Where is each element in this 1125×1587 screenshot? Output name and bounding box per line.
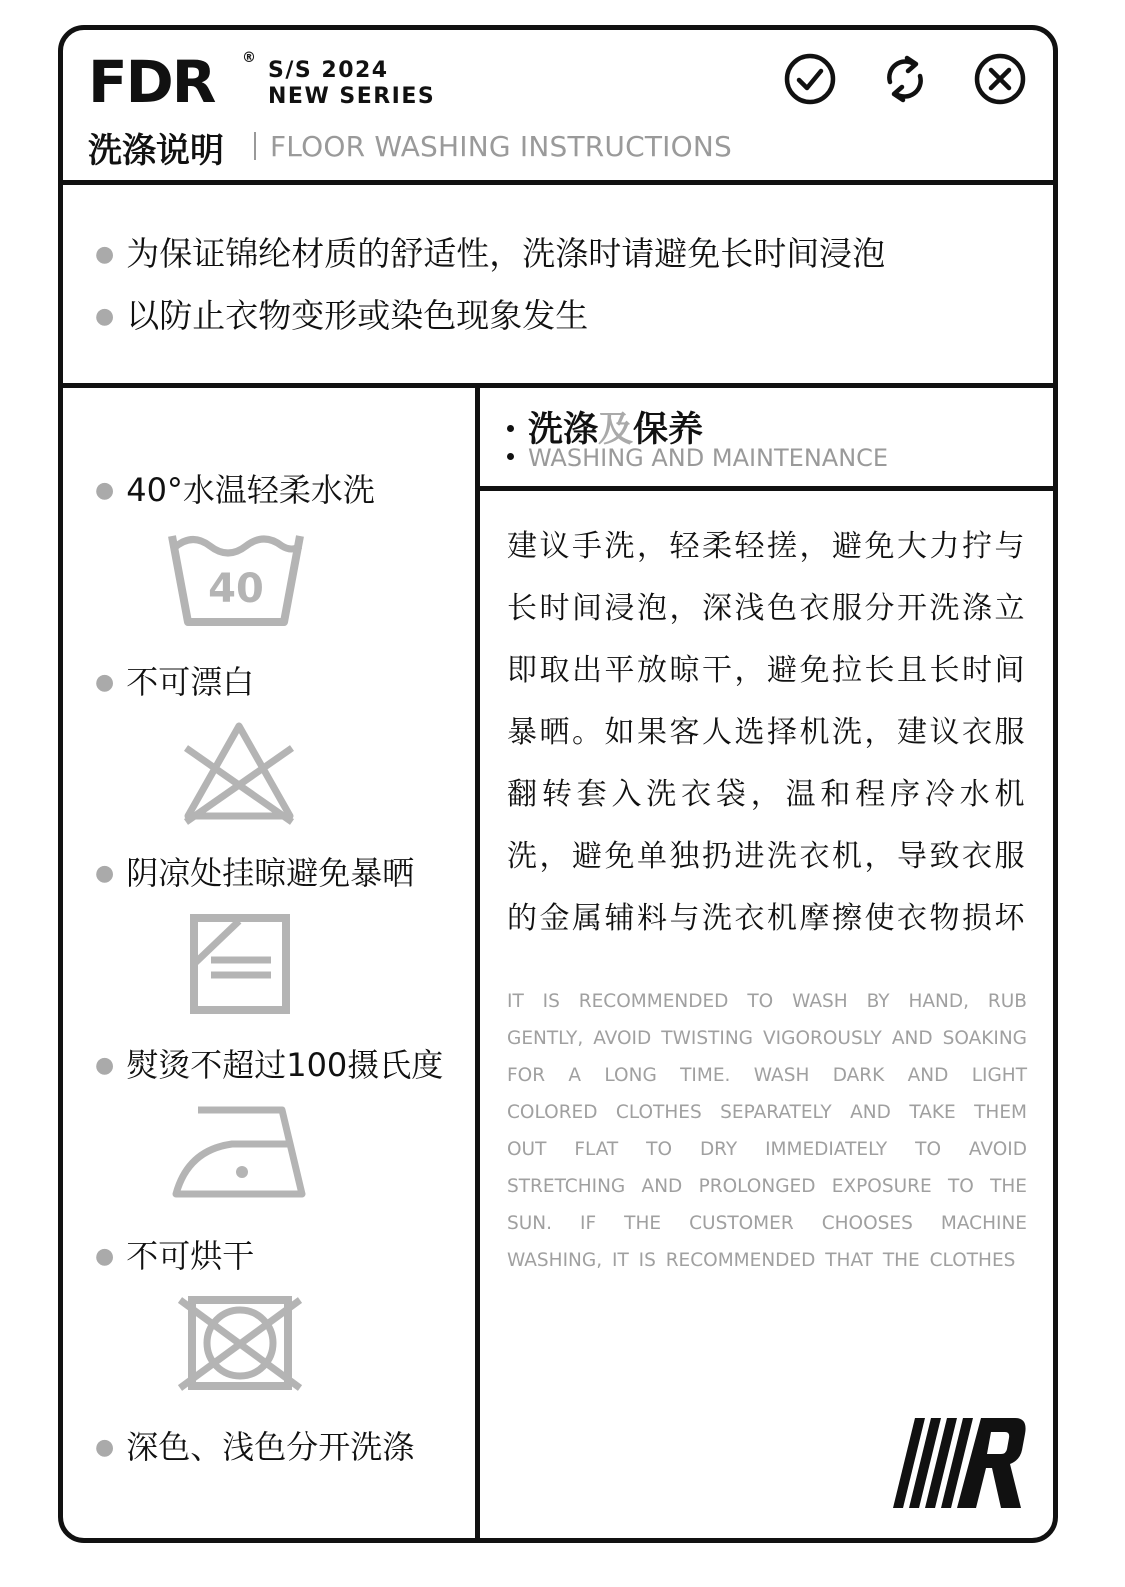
bullet-dot: ● <box>95 478 115 503</box>
title-separator <box>254 132 256 160</box>
bullet-dot: ● <box>95 670 115 695</box>
maintenance-subtitle <box>507 444 888 472</box>
maintenance-title-part3: 保养 <box>633 410 704 450</box>
care-text-no-dry: 不可烘干 <box>126 1237 255 1275</box>
care-label-bleach <box>95 657 254 703</box>
intro-text-2: 以防止衣物变形或染色现象发生 <box>126 296 589 335</box>
care-text-separate: 深色、浅色分开洗涤 <box>126 1428 415 1466</box>
care-label-no-dry <box>95 1231 254 1277</box>
no-bleach-icon <box>178 718 300 826</box>
wash-40-icon <box>166 530 306 630</box>
iron-low-icon <box>170 1104 310 1200</box>
maintenance-title-part2: 及 <box>598 410 634 450</box>
refresh-icon[interactable] <box>878 52 932 106</box>
intro-divider <box>60 383 1056 388</box>
season-line-2: NEW SERIES <box>268 84 436 109</box>
bullet-dot <box>507 425 514 432</box>
bullet-dot: ● <box>95 1053 115 1078</box>
striped-r-logo-icon <box>893 1418 1028 1508</box>
intro-text-1: 为保证锦纶材质的舒适性，洗涤时请避免长时间浸泡 <box>126 234 886 273</box>
line-dry-shade-icon <box>189 913 291 1015</box>
bullet-dot: ● <box>95 861 115 886</box>
bullet-dot: ● <box>95 242 115 267</box>
care-text-iron: 熨烫不超过100摄氏度 <box>126 1046 444 1084</box>
maintenance-subtitle-text: WASHING AND MAINTENANCE <box>528 444 889 472</box>
maintenance-title-part1: 洗涤 <box>528 410 599 450</box>
care-label-dry-shade <box>95 848 414 894</box>
no-tumble-dry-icon <box>176 1294 304 1392</box>
intro-line-2 <box>95 290 588 337</box>
care-text-dry-shade: 阴凉处挂晾避免暴晒 <box>126 854 415 892</box>
care-label-iron <box>95 1040 443 1086</box>
season-line-1: S/S 2024 <box>268 58 389 83</box>
bullet-dot: ● <box>95 304 115 329</box>
page-title-en: FLOOR WASHING INSTRUCTIONS <box>270 130 732 163</box>
maintenance-body-en: IT IS RECOMMENDED TO WASH BY HAND, RUB GENTLY, AVOID TWISTING VIGOROUSLY AND SOAKING FOR A LONG TIME. WASH DARK AND LIGHT COLORED CLOTHES SEPARATELY AND TAKE THEM OUT FLAT TO DRY IMMEDIATELY TO AVOID STRETCHING AND PROLONGED EXPOSURE TO THE SUN. IF THE CUSTOMER CHOOSES MACHINE WASHING, IT IS RECOMMENDED THAT THE CLOTHES <box>507 991 1027 1271</box>
check-circle-icon[interactable] <box>783 52 837 106</box>
intro-line-1 <box>95 228 885 275</box>
header-divider <box>60 180 1056 185</box>
brand-logo: FDR <box>88 48 215 116</box>
bullet-dot: ● <box>95 1244 115 1269</box>
column-divider <box>475 385 480 1541</box>
care-label-wash <box>95 465 375 511</box>
bullet-dot <box>507 453 514 460</box>
close-circle-icon[interactable] <box>973 52 1027 106</box>
care-text-bleach: 不可漂白 <box>126 663 255 701</box>
page-title-cn: 洗涤说明 <box>88 131 224 171</box>
bullet-dot: ● <box>95 1435 115 1460</box>
season-label <box>268 58 435 110</box>
wash-temp-text: 40 <box>208 566 264 612</box>
maintenance-body-cn: 建议手洗，轻柔轻搓，避免大力拧与长时间浸泡，深浅色衣服分开洗涤立即取出平放晾干，避免拉长且长时间暴晒。如果客人选择机洗，建议衣服翻转套入洗衣袋，温和程序冷水机洗，避免单独扔进洗衣机，导致衣服的金属辅料与洗衣机摩擦使衣物损坏 <box>507 529 1027 936</box>
care-text-wash: 40°水温轻柔水洗 <box>126 471 375 509</box>
registered-mark: ® <box>242 50 256 66</box>
section-header-divider <box>477 486 1056 491</box>
care-label-separate <box>95 1422 414 1468</box>
